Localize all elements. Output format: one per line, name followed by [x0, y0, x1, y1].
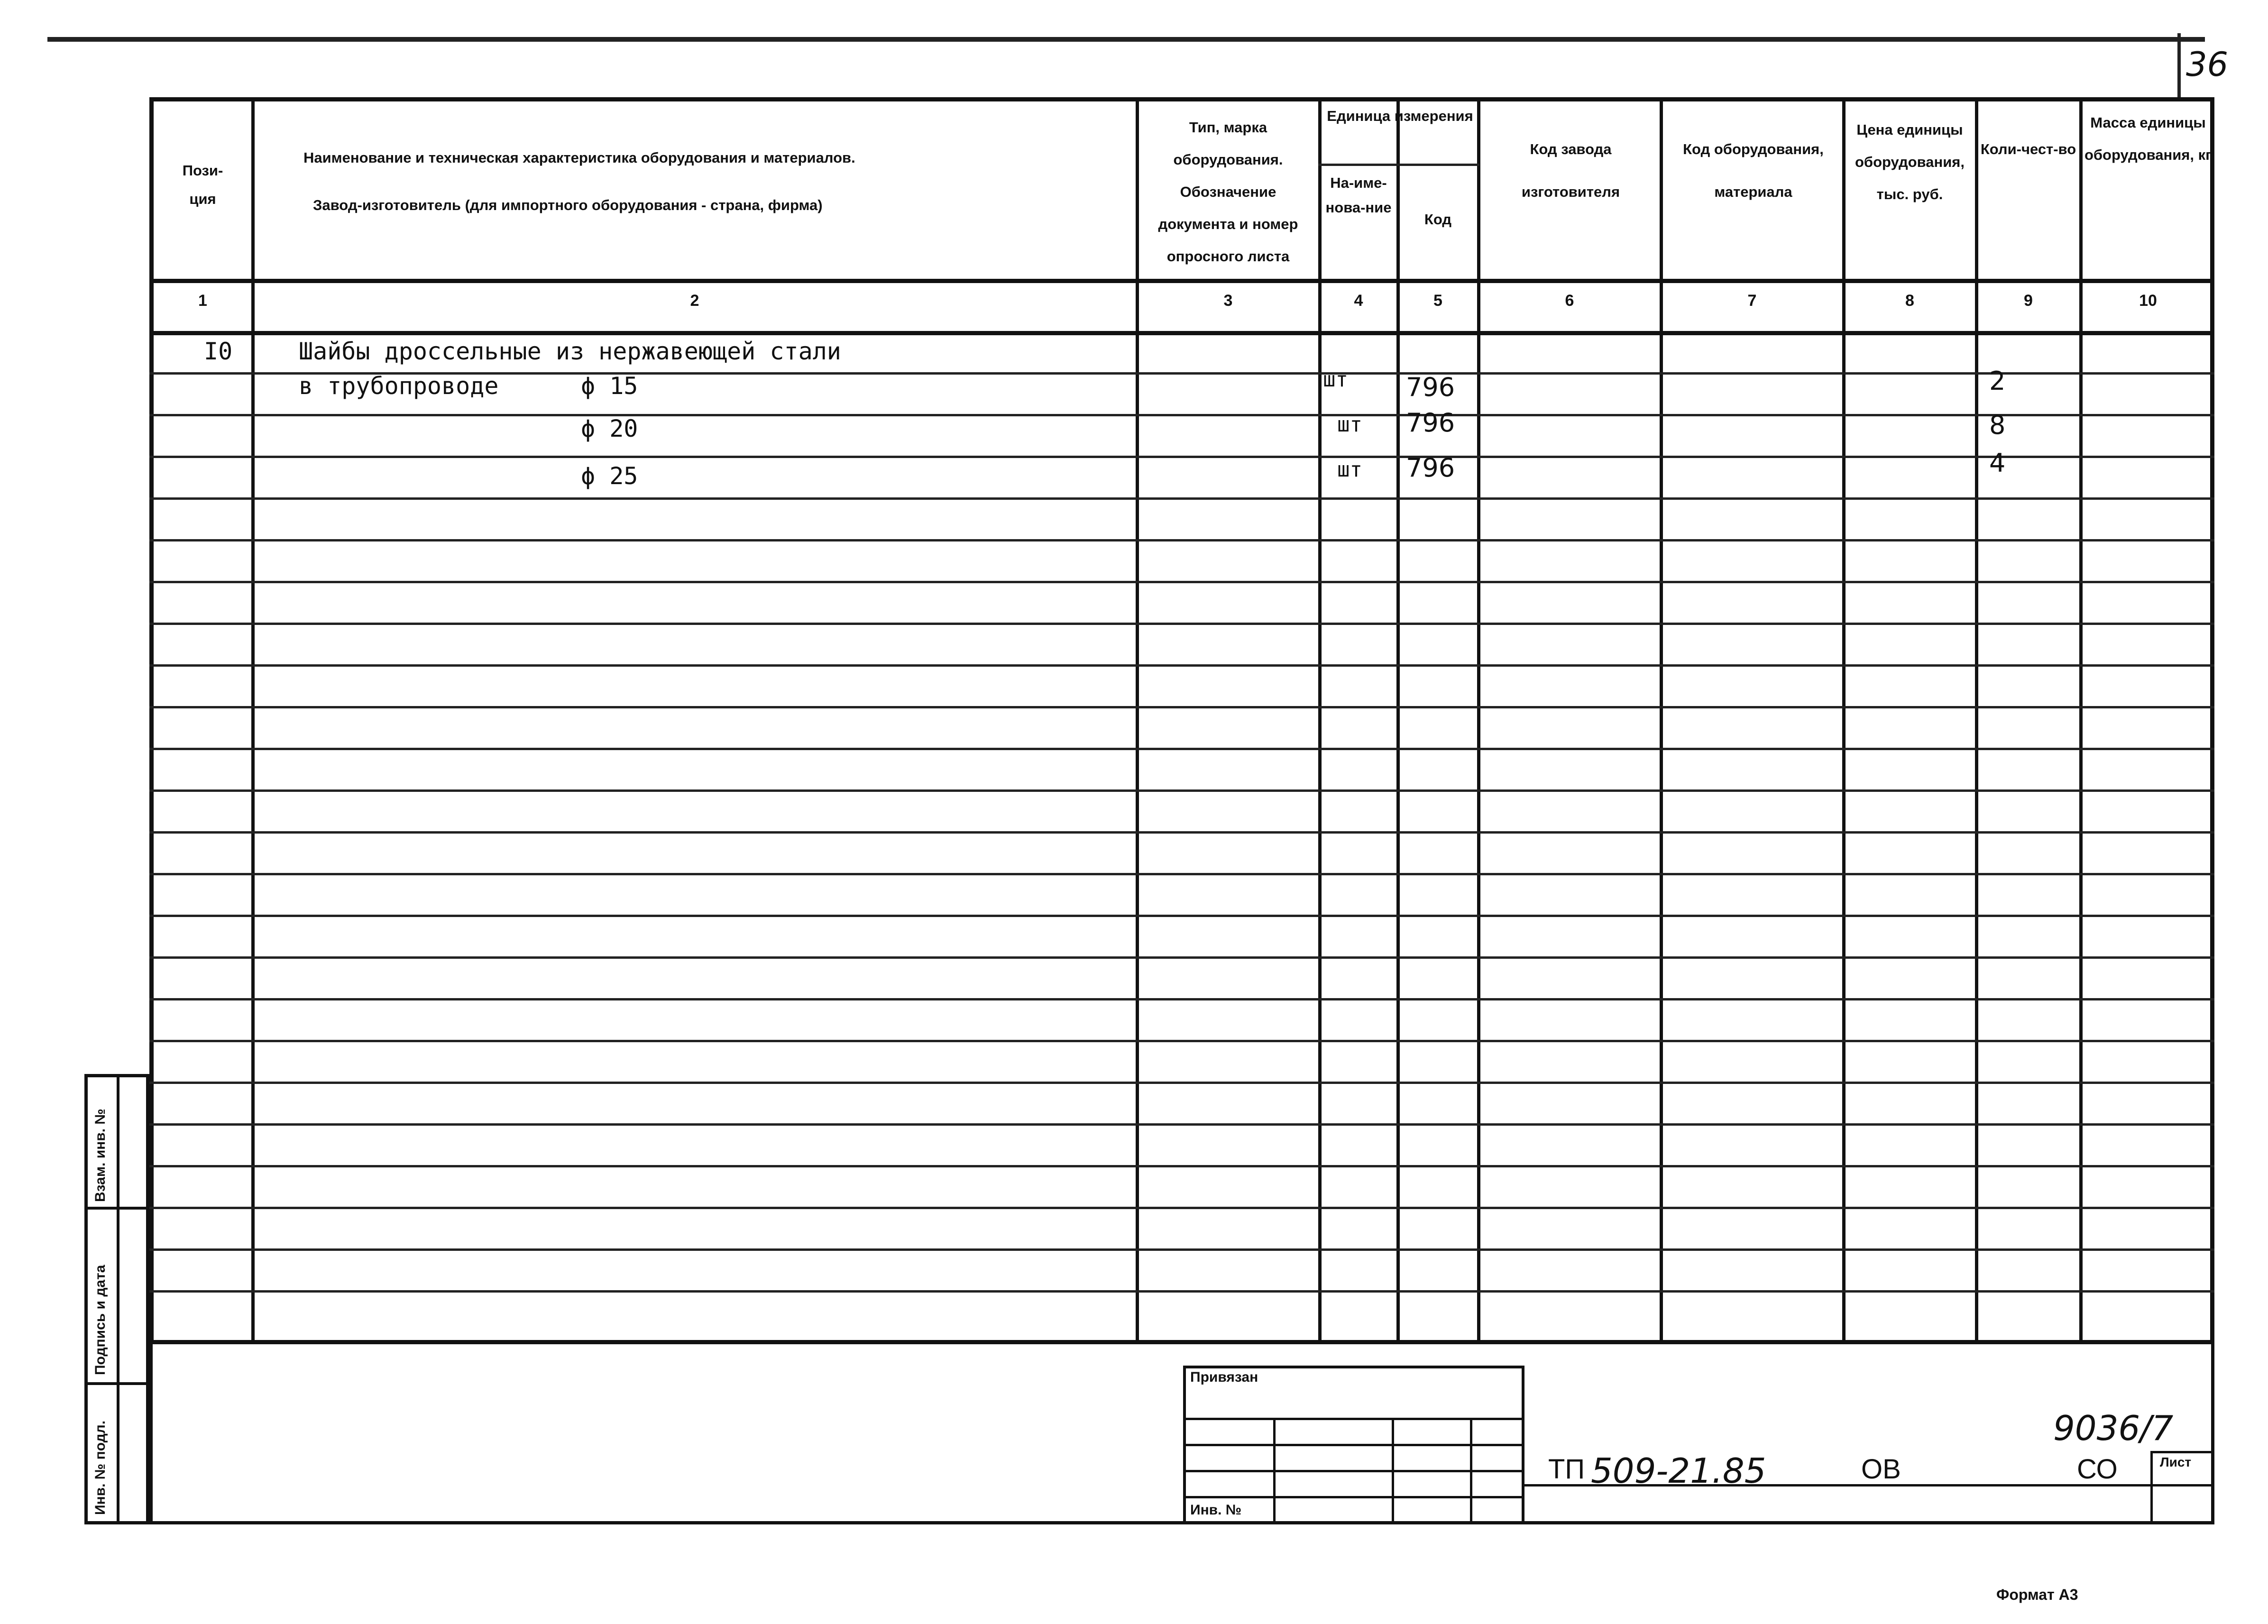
page-number: 36	[2186, 45, 2229, 84]
colnum-10: 10	[2139, 292, 2157, 310]
document-type: СО	[2077, 1454, 2118, 1485]
colnum-7: 7	[1747, 292, 1757, 310]
header-unit-mass: Масса единицы оборудования, кг	[2084, 114, 2212, 163]
row-3-quantity: 8	[1989, 410, 2006, 440]
row-line	[149, 1082, 2214, 1084]
colnum-1: 1	[198, 292, 207, 310]
colnum-bottom-line	[149, 331, 2214, 335]
row-line	[149, 1290, 2214, 1293]
row-line	[149, 1165, 2214, 1167]
row-4-dimension: ϕ 25	[581, 462, 638, 490]
drawing-prefix: ТП	[1548, 1454, 1585, 1485]
header-unit-group: Единица измерения	[1327, 108, 1473, 124]
row-line	[149, 789, 2214, 792]
colnum-5: 5	[1433, 292, 1442, 310]
colnum-2: 2	[690, 292, 699, 310]
binding-col-line	[1273, 1418, 1276, 1524]
row-line	[149, 1040, 2214, 1042]
col-divider-4	[1396, 97, 1400, 1344]
row-line	[149, 497, 2214, 500]
col-divider-1	[251, 97, 255, 1344]
archive-number: 9036/7	[2053, 1408, 2174, 1448]
binding-col-line	[1470, 1418, 1472, 1524]
row-line	[149, 1248, 2214, 1251]
row-2-unit: шт	[1323, 367, 1348, 392]
row-line	[149, 706, 2214, 708]
row-4-code: 796	[1406, 453, 1455, 483]
row-line	[149, 623, 2214, 625]
sidebar-row-line	[84, 1207, 149, 1210]
header-plant-code: Код завода изготовителя	[1521, 141, 1620, 200]
sheet-col-line	[2150, 1451, 2153, 1524]
header-type-mark: Тип, марка оборудования. Обозначение документа и номер опросного листа	[1158, 119, 1298, 265]
row-line	[149, 873, 2214, 875]
row-2-code: 796	[1406, 372, 1455, 402]
header-unit-price: Цена единицы оборудования, тыс. руб.	[1855, 121, 1965, 202]
col-divider-5	[1477, 97, 1480, 1344]
col-divider-8	[1975, 97, 1978, 1344]
row-line	[149, 1207, 2214, 1209]
col-divider-3	[1318, 97, 1322, 1344]
colnum-6: 6	[1565, 292, 1574, 310]
binding-label: Привязан	[1190, 1369, 1258, 1385]
header-unit-name: На-име-нова-ние	[1325, 174, 1392, 216]
row-line	[149, 915, 2214, 917]
sidebar-replace-inv: Взам. инв. №	[92, 1109, 108, 1202]
row-2-quantity: 2	[1989, 366, 2006, 396]
inv-number-label: Инв. №	[1190, 1502, 1242, 1518]
row-line	[149, 664, 2214, 667]
sidebar-row-line	[84, 1382, 149, 1385]
colnum-3: 3	[1223, 292, 1233, 310]
binding-row-line	[1183, 1418, 1524, 1420]
section-code: ОВ	[1861, 1454, 1901, 1485]
col-divider-2	[1136, 97, 1139, 1344]
row-line	[149, 748, 2214, 750]
row-3-code: 796	[1406, 408, 1455, 438]
row-1-name: Шайбы дроссельные из нержавеющей стали	[299, 338, 841, 365]
header-position: Пози- ция	[182, 162, 223, 207]
header-bottom-line	[149, 279, 2214, 283]
header-quantity: Коли-чест-во	[1980, 141, 2076, 157]
binding-row-line	[1183, 1496, 1524, 1498]
sidebar-inv-original: Инв. № подл.	[92, 1420, 108, 1515]
row-line	[149, 456, 2214, 458]
header-unit-code: Код	[1424, 211, 1452, 228]
row-line	[149, 998, 2214, 1000]
colnum-9: 9	[2024, 292, 2033, 310]
top-border-line	[47, 37, 2205, 42]
sidebar-signature-date: Подпись и дата	[92, 1265, 108, 1375]
title-block-frame	[149, 1344, 2214, 1524]
sidebar-divider	[117, 1074, 119, 1524]
row-4-quantity: 4	[1989, 448, 2006, 478]
col-divider-6	[1660, 97, 1663, 1344]
row-2-dimension: ϕ 15	[581, 372, 638, 400]
row-2-name: в трубопроводе	[299, 372, 499, 400]
row-line	[149, 539, 2214, 541]
binding-col-line	[1392, 1418, 1394, 1524]
row-3-dimension: ϕ 20	[581, 415, 638, 442]
row-3-unit: шт	[1337, 413, 1362, 437]
sheet-label: Лист	[2160, 1455, 2192, 1469]
colnum-8: 8	[1905, 292, 1914, 310]
header-equipment-code: Код оборудования, материала	[1683, 141, 1824, 200]
format-label: Формат А3	[1996, 1586, 2078, 1603]
header-name-line1: Наименование и техническая характеристика оборудования и материалов.	[303, 149, 855, 166]
colnum-4: 4	[1354, 292, 1363, 310]
binding-row-line	[1183, 1444, 1524, 1446]
binding-row-line	[1183, 1470, 1524, 1472]
row-line	[149, 581, 2214, 583]
row-line	[149, 1123, 2214, 1126]
drawing-number: 509-21.85	[1591, 1451, 1766, 1491]
row-line	[149, 414, 2214, 416]
row-line	[149, 831, 2214, 834]
unit-group-divider	[1318, 164, 1479, 166]
col-divider-9	[2079, 97, 2083, 1344]
header-name-line2: Завод-изготовитель (для импортного оборудования - страна, фирма)	[313, 197, 823, 213]
row-1-position: I0	[204, 338, 233, 365]
col-divider-7	[1842, 97, 1846, 1344]
row-4-unit: шт	[1337, 458, 1362, 482]
row-line	[149, 956, 2214, 959]
sheet-top-line	[2150, 1451, 2214, 1453]
corner-separator	[2177, 33, 2181, 100]
specification-table	[149, 97, 2214, 1344]
